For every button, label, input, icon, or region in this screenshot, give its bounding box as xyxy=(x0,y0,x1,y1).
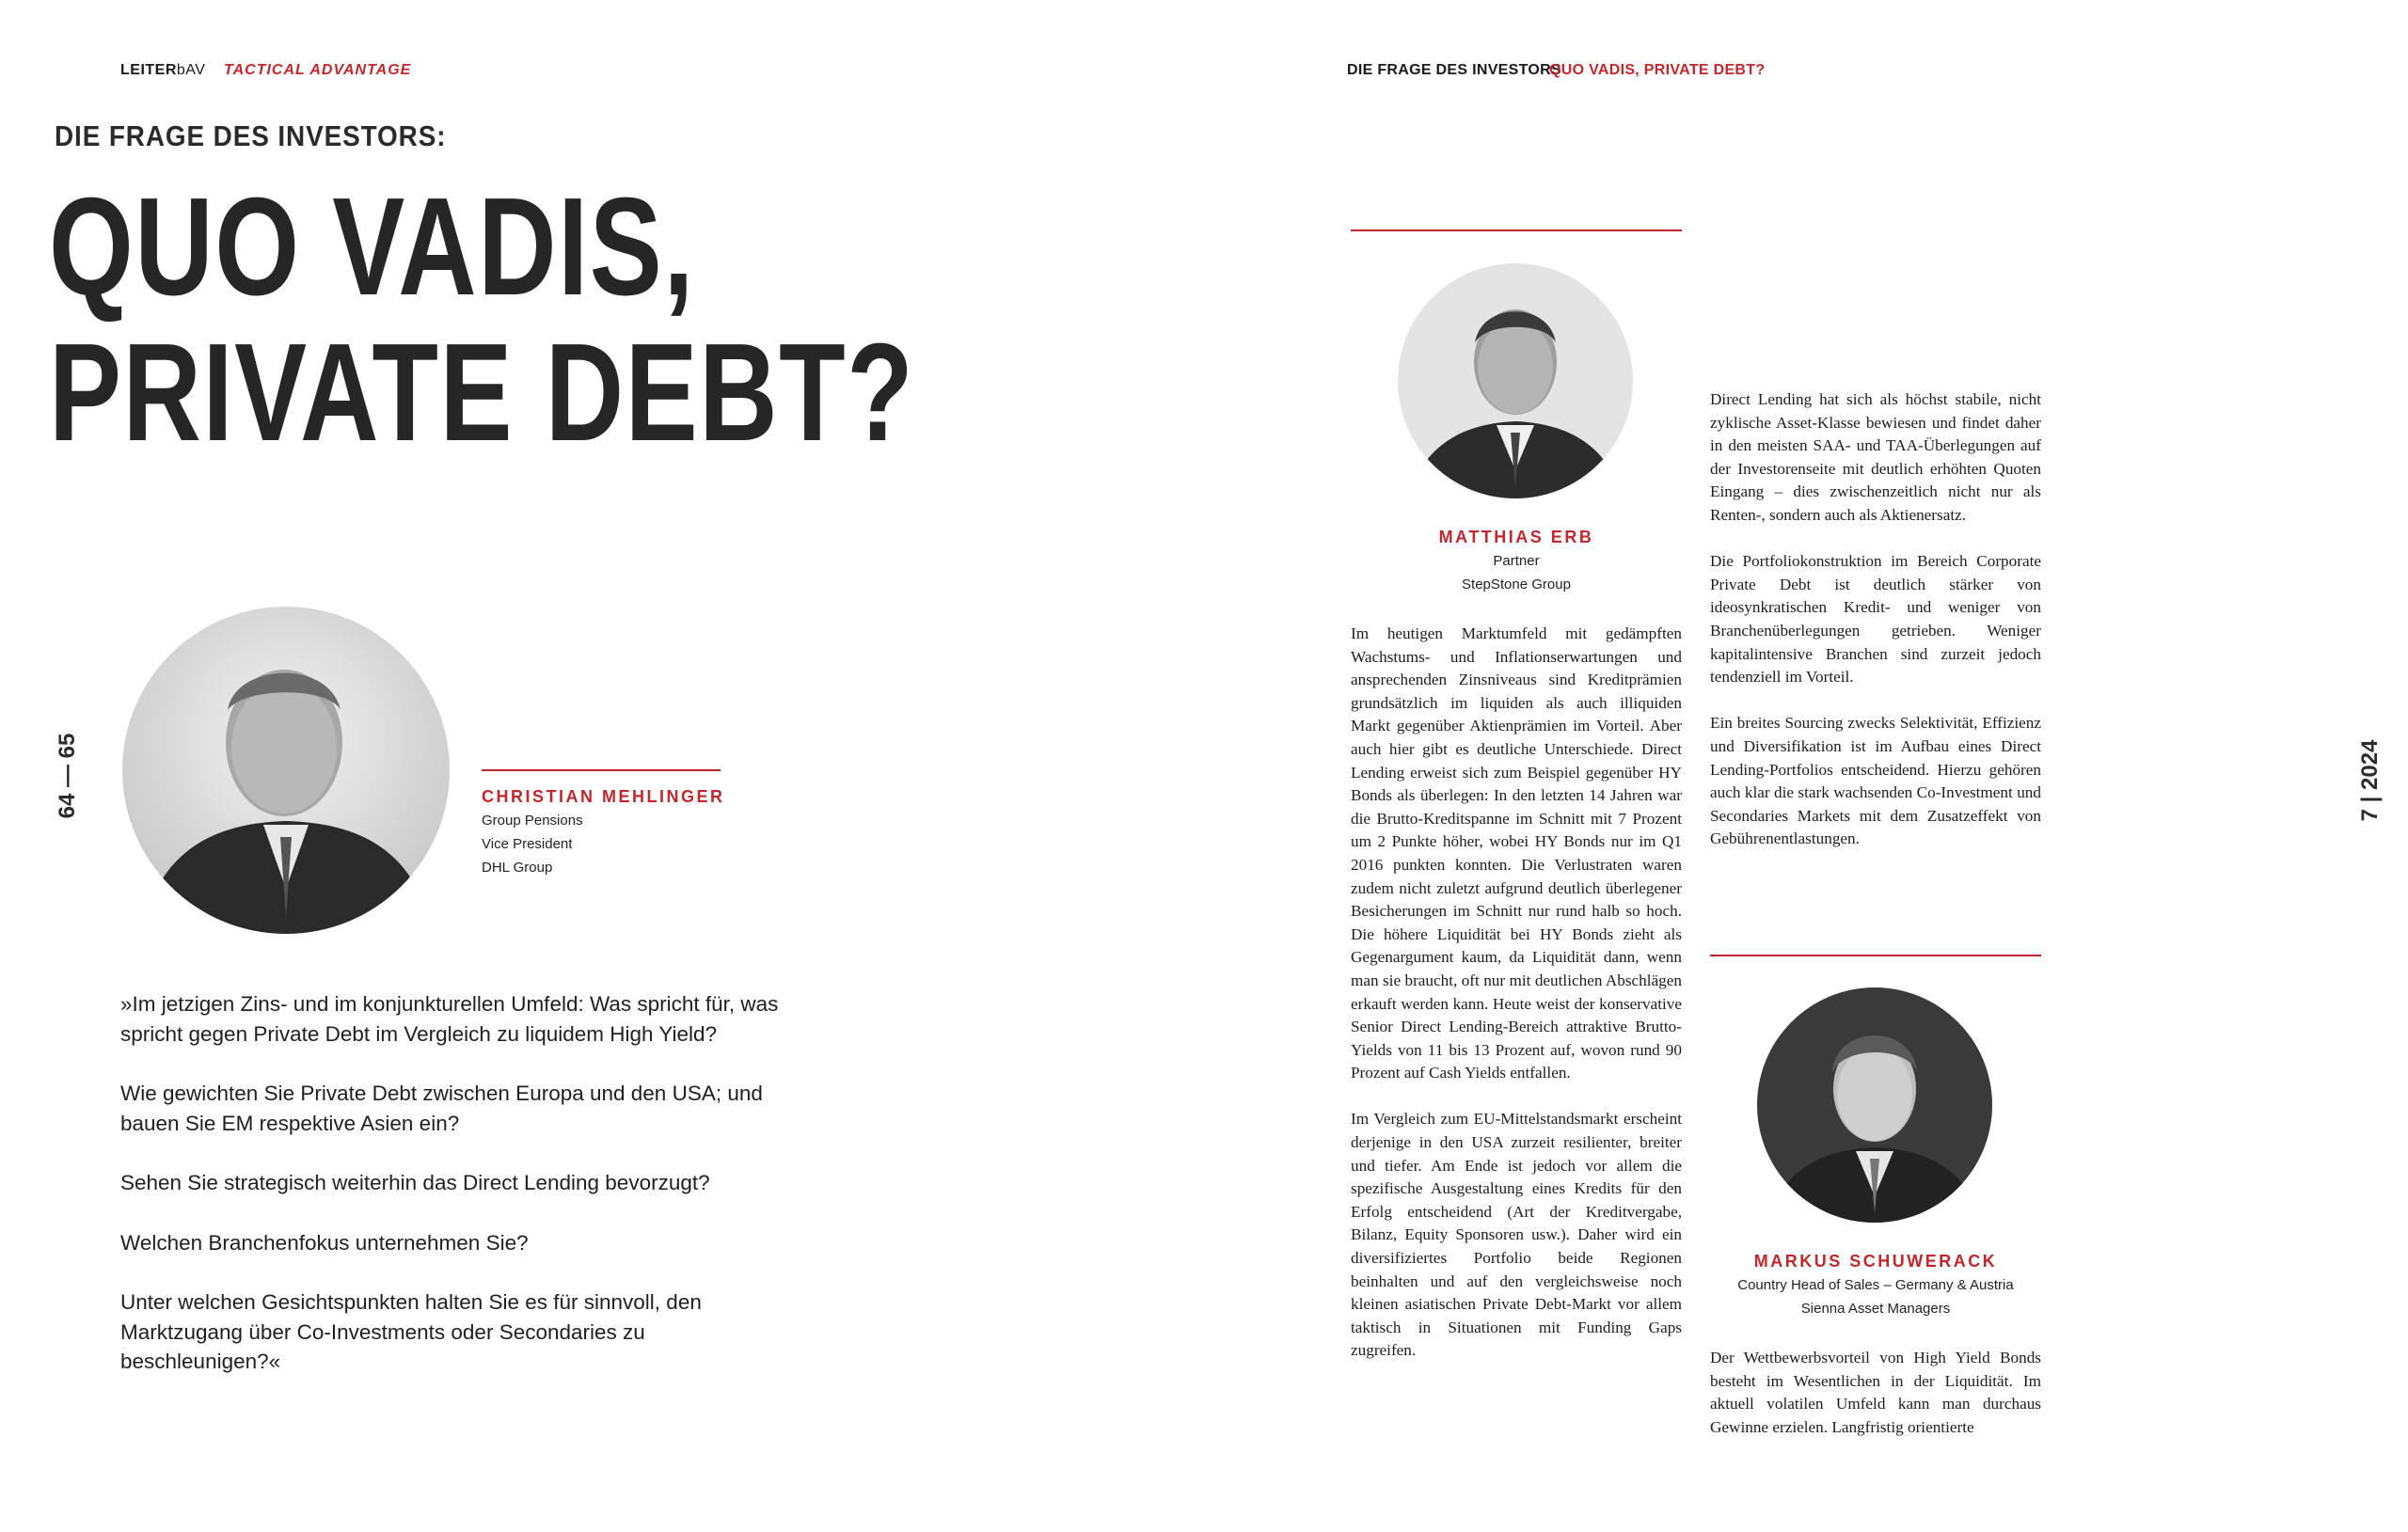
expert1-company: StepStone Group xyxy=(1462,576,1571,592)
title-line-2: PRIVATE DEBT? xyxy=(49,315,915,470)
article-title xyxy=(49,169,915,470)
paragraph: Direct Lending hat sich als höchst stabile, nicht zyklische Asset-Klasse bewiesen und findet daher in den meisten SAA- und TAA-Überlegungen auf der Investorenseite mit deutlich erhöhten Quoten Eingang – dies zwischenzeitlich nicht nur als Renten-, sondern auch als Aktienersatz. xyxy=(1710,390,2041,524)
investor-name: CHRISTIAN MEHLINGER xyxy=(482,787,725,806)
brand-bold: LEITER xyxy=(120,62,177,78)
investor-title-1: Group Pensions xyxy=(482,813,583,829)
page-number-left: 64 — 65 xyxy=(55,733,80,819)
paragraph: Im heutigen Marktumfeld mit gedämpften Wachstums- und Inflationserwartungen und ansprechenden Zinsniveaus sind Kreditprämien grundsätzlich im liquiden als auch illiquiden Markt gegenüber Aktienprämien im Vorteil. Aber auch hier gibt es deutliche Unterschiede. Direct Lending erweist sich zum Beispiel gegenüber HY Bonds als überlegen: In den letzten 14 Jahren war die Brutto-Kreditspanne im Schnitt mit 7 Prozent um 2 Punkte höher, wobei HY Bonds nur im Q1 2016 punkten konnten. Die Verlustraten waren zudem nicht zuletzt aufgrund deutlich überlegener Besicherungen im Schnitt nur rund halb so hoch. Die höhere Liquidität bei HY Bonds zieht als Gegenargument kaum, da Liquidität dann, wenn man sie braucht, oft nur mit deutlichen Abschlägen erkauft werden kann. Heute weist der konservative Senior Direct Lending-Bereich attraktive Brutto-Yields von 11 bis 13 Prozent auf, wovon rund 90 Prozent auf Cash Yields entfallen. xyxy=(1351,624,1682,1082)
magazine-brand xyxy=(120,62,205,79)
expert1-rule xyxy=(1351,229,1682,231)
question: Wie gewichten Sie Private Debt zwischen Europa und den USA; und bauen Sie EM respektive Asien ein? xyxy=(120,1082,763,1135)
investor-company: DHL Group xyxy=(482,860,553,876)
paragraph: Ein breites Sourcing zwecks Selektivität, Effizienz und Diversifikation ist im Aufbau eines Direct Lending-Portfolios entscheidend. Hierzu gehören auch klar die stark wachsenden Co-Investment und Secondaries Markets mit dem Zusatzeffekt von Gebührenentlastungen. xyxy=(1710,714,2041,848)
expert2-portrait xyxy=(1757,987,1992,1223)
question: »Im jetzigen Zins- und im konjunkturellen Umfeld: Was spricht für, was spricht gegen Private Debt im Vergleich zu liquidem High Yield? xyxy=(120,992,779,1046)
investor-portrait xyxy=(122,607,450,934)
paragraph: Die Portfoliokonstruktion im Bereich Corporate Private Debt ist deutlich stärker von ideosynkratischen Kredit- und weniger von Branchenüberlegungen getrieben. Weniger kapitalintensive Branchen sind zurzeit jedoch tendenziell im Vorteil. xyxy=(1710,552,2041,687)
expert1-text-col2 xyxy=(1710,388,2041,874)
expert1-portrait xyxy=(1398,263,1633,498)
article-kicker: DIE FRAGE DES INVESTORS: xyxy=(55,119,447,152)
investor-rule xyxy=(482,769,721,771)
running-head-topic: QUO VADIS, PRIVATE DEBT? xyxy=(1549,62,1766,78)
question: Unter welchen Gesichtspunkten halten Sie es für sinnvoll, den Marktzugang über Co-Investments oder Secondaries zu beschleunigen?« xyxy=(120,1290,702,1373)
question: Welchen Branchenfokus unternehmen Sie? xyxy=(120,1230,529,1255)
paragraph: Der Wettbewerbsvorteil von High Yield Bonds besteht im Wesentlichen in der Liquidität. Im aktuell volatilen Umfeld kann man durchaus Gewinne erzielen. Langfristig orientierte xyxy=(1710,1349,2041,1436)
expert1-text-col1 xyxy=(1351,623,1682,1386)
expert2-company: Sienna Asset Managers xyxy=(1800,1301,1951,1317)
brand-thin: bAV xyxy=(176,62,206,78)
title-line-1: QUO VADIS, xyxy=(49,169,695,324)
expert2-name: MARKUS SCHUWERACK xyxy=(1753,1252,1998,1271)
expert2-role: Country Head of Sales – Germany & Austria xyxy=(1737,1277,2014,1293)
question: Sehen Sie strategisch weiterhin das Direct Lending bevorzugt? xyxy=(120,1171,710,1194)
investor-questions xyxy=(120,989,779,1407)
expert1-name: MATTHIAS ERB xyxy=(1438,528,1594,546)
page-number-right: 7 | 2024 xyxy=(2357,739,2383,822)
investor-title-2: Vice President xyxy=(482,836,573,852)
paragraph: Im Vergleich zum EU-Mittelstandsmarkt erscheint derjenige in den USA zurzeit resilienter, breiter und tiefer. Am Ende ist jedoch vor allem die spezifische Ausgestaltung eines Kredits für den Erfolg entscheidend (Art der Kreditvergabe, Bilanz, Equity Sponsoren usw.). Daher wird ein diversifiziertes Portfolio beide Regionen beinhalten und auf den vergleichsweise noch kleinen asiatischen Private Debt-Markt vor allem taktisch in Situationen mit Funding Gaps zugreifen. xyxy=(1351,1110,1682,1360)
expert2-rule xyxy=(1710,955,2041,956)
expert2-text xyxy=(1710,1347,2041,1441)
section-label: TACTICAL ADVANTAGE xyxy=(224,62,412,78)
running-head-label: DIE FRAGE DES INVESTORS xyxy=(1347,62,1561,78)
expert1-role: Partner xyxy=(1493,553,1540,569)
